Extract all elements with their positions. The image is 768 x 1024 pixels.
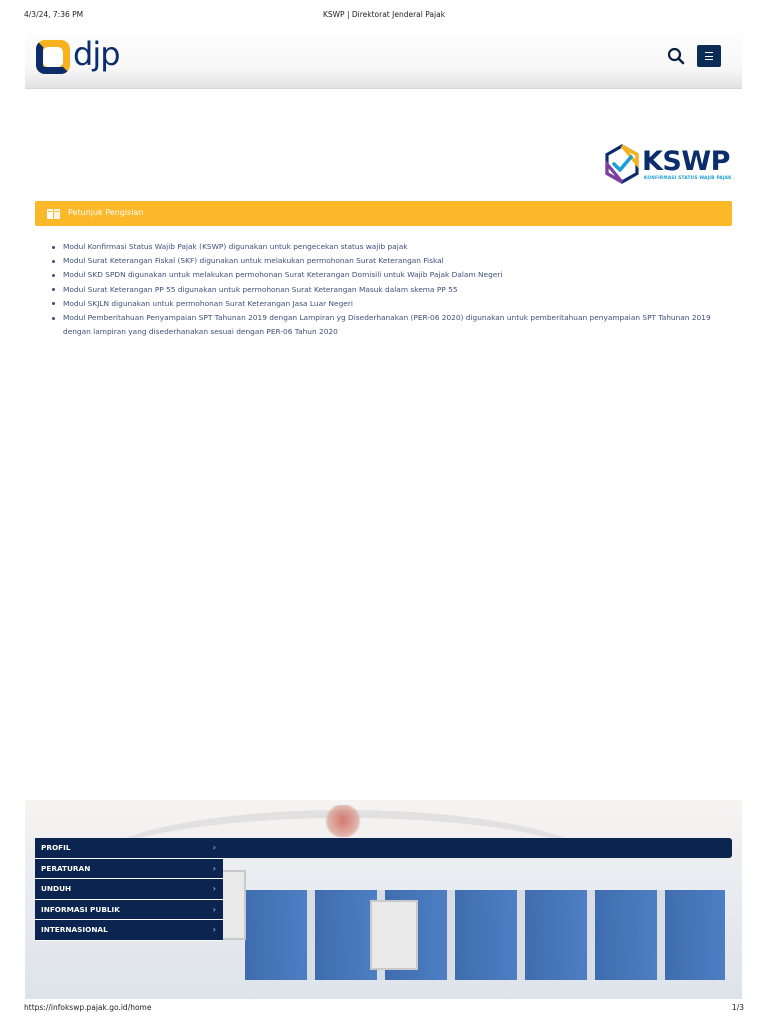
instructions-list: [52, 240, 732, 339]
menu-toggle-button[interactable]: [697, 45, 721, 67]
list-item: Modul Pemberitahuan Penyampaian SPT Tahunan 2019 dengan Lampiran yg Disederhanakan (PER-06 2020) digunakan untuk pemberitahuan penyampaian SPT Tahunan 2019 dengan lampiran yang disederhanakan sesuai dengan PER-06 Tahun 2020: [52, 311, 732, 339]
emblem-icon: [323, 805, 363, 837]
footer-menu-label: INFORMASI PUBLIK: [41, 904, 120, 914]
kswp-hexagon-check-icon: [604, 144, 640, 184]
footer-menu-label: INTERNASIONAL: [41, 925, 108, 935]
print-datetime: 4/3/24, 7:36 PM: [24, 10, 84, 19]
instructions-header-bar: [35, 201, 732, 226]
kswp-logo-subtitle: KONFIRMASI STATUS WAJIB PAJAK: [644, 176, 732, 181]
print-page-number: 1/3: [731, 1003, 744, 1012]
top-navbar: [25, 25, 742, 89]
print-url: https://infokswp.pajak.go.id/home: [24, 1003, 152, 1012]
chevron-right-icon: ›: [212, 904, 216, 914]
print-page-title: KSWP | Direktorat Jenderal Pajak: [322, 10, 446, 19]
footer-menu-item-peraturan[interactable]: [35, 859, 223, 880]
footer-menu-label: PERATURAN: [41, 863, 91, 873]
chevron-right-icon: ›: [212, 884, 216, 894]
djp-logo-link[interactable]: [36, 35, 126, 74]
footer-menu-item-unduh[interactable]: [35, 879, 223, 900]
kswp-logo-word: KSWP: [642, 146, 730, 177]
djp-logo-mark-icon: [36, 40, 70, 74]
footer-menu-label: PROFIL: [41, 843, 71, 852]
instructions-title: Petunjuk Pengisian: [68, 208, 144, 217]
list-item: Modul Surat Keterangan Fiskal (SKF) digunakan untuk melakukan permohonan Surat Keterangan Fiskal: [52, 254, 732, 268]
list-item: Modul Konfirmasi Status Wajib Pajak (KSWP) digunakan untuk pengecekan status wajib pajak: [52, 240, 732, 254]
chevron-right-icon: ›: [212, 843, 216, 852]
search-icon: [665, 45, 687, 67]
footer-menu-item-informasi-publik[interactable]: [35, 900, 223, 921]
print-header: [0, 10, 768, 22]
list-item: Modul Surat Keterangan PP 55 digunakan untuk permohonan Surat Keterangan Masuk dalam skema PP 55: [52, 283, 732, 297]
djp-logo-text: djp: [73, 35, 120, 73]
book-icon: [47, 209, 61, 219]
footer-menu: [35, 838, 223, 941]
search-button[interactable]: [665, 45, 687, 67]
hamburger-icon: [705, 52, 713, 60]
list-item: Modul SKJLN digunakan untuk permohonan Surat Keterangan Jasa Luar Negeri: [52, 297, 732, 311]
chevron-right-icon: ›: [212, 863, 216, 873]
kswp-logo: [604, 144, 730, 186]
list-item: Modul SKD SPDN digunakan untuk melakukan permohonan Surat Keterangan Domisili untuk Wajib Pajak Dalam Negeri: [52, 268, 732, 282]
footer-menu-item-internasional[interactable]: [35, 920, 223, 941]
footer-menu-item-profil[interactable]: [35, 838, 223, 859]
chevron-right-icon: ›: [212, 925, 216, 935]
footer-menu-label: UNDUH: [41, 884, 72, 894]
